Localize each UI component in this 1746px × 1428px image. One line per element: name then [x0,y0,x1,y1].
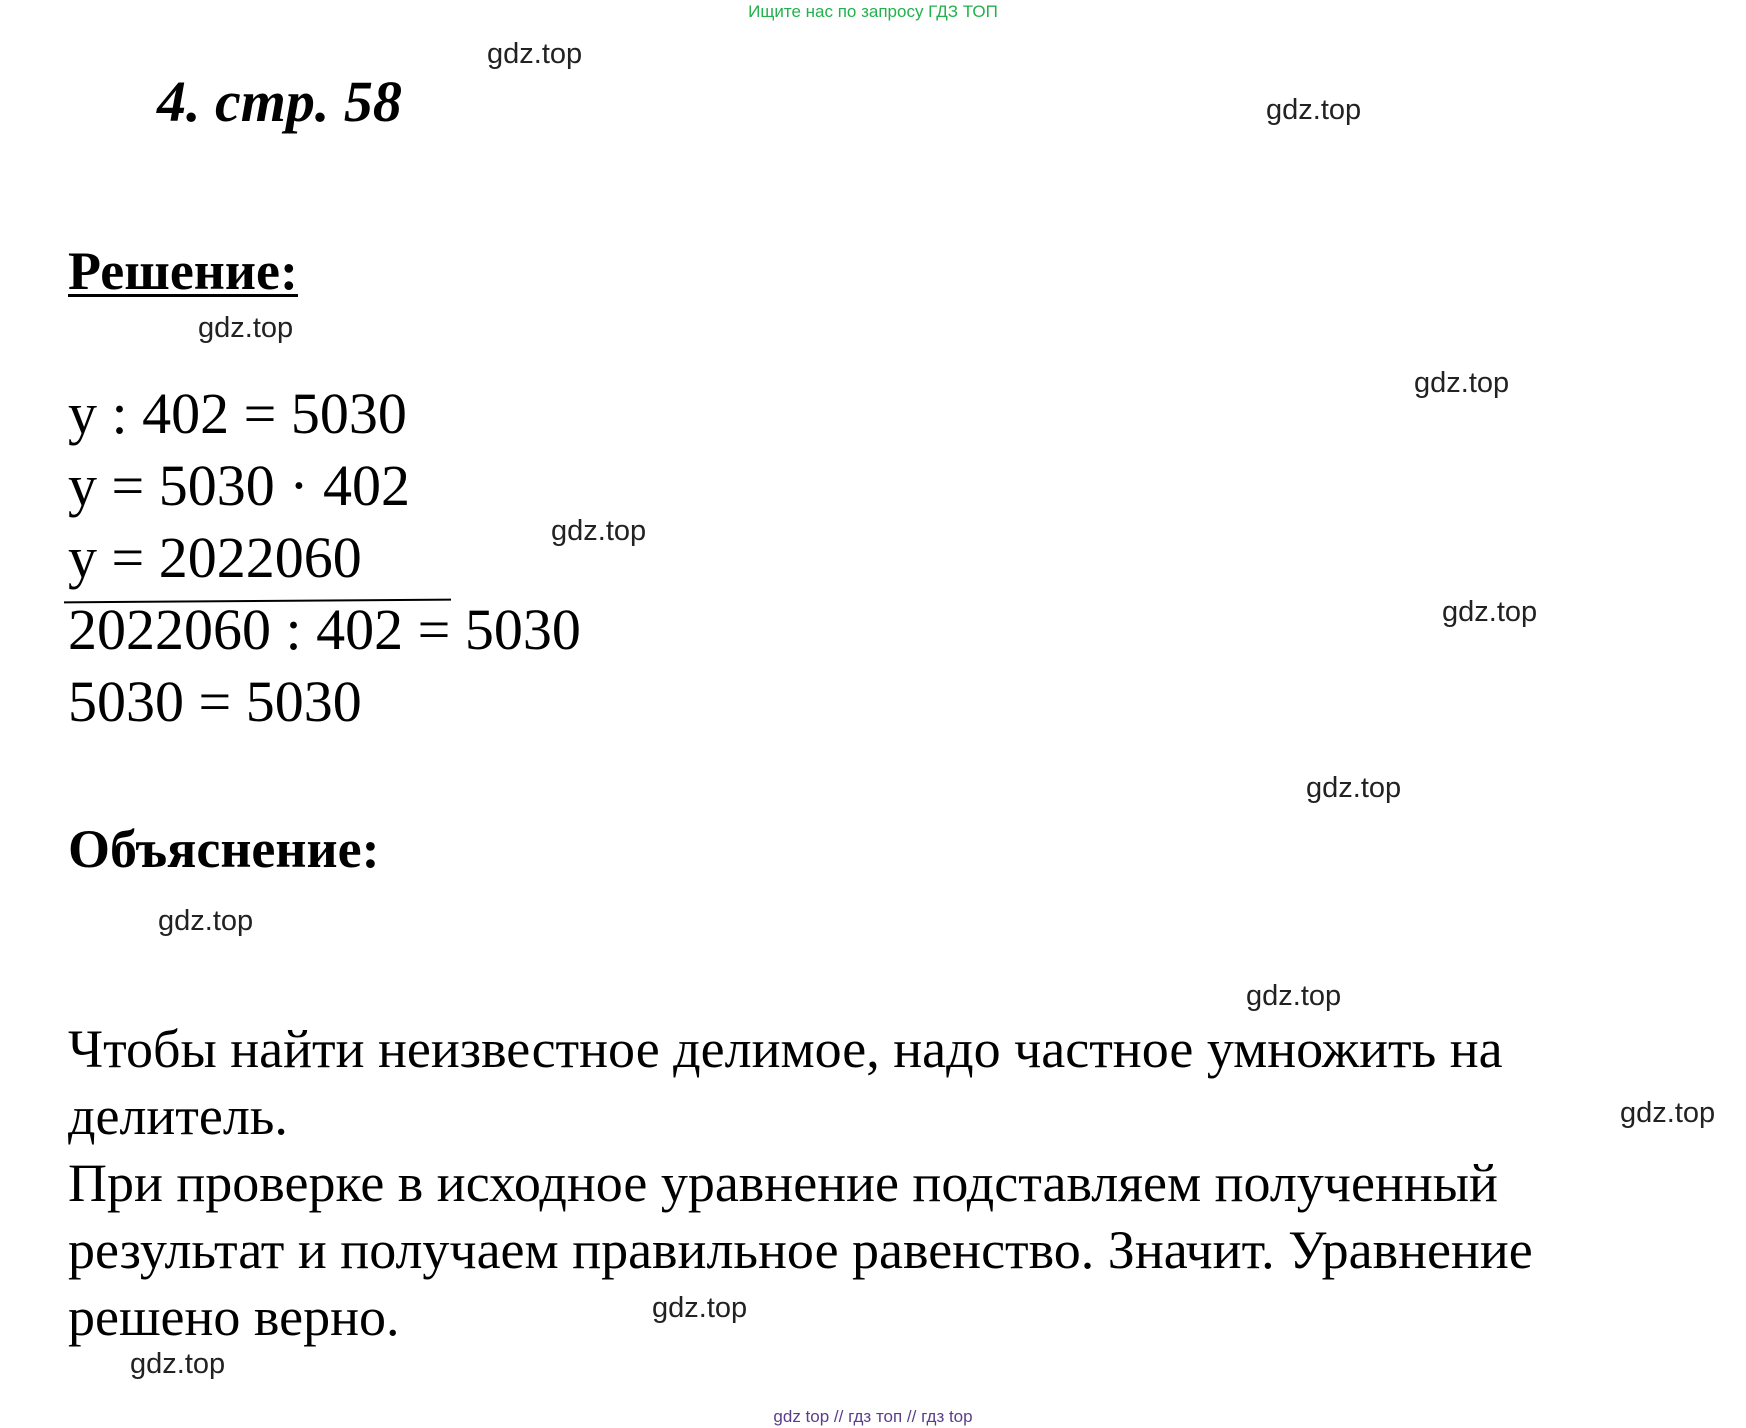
explanation-heading: Объяснение: [68,819,380,879]
explanation-line: При проверке в исходное уравнение подставляем полученный [68,1153,1498,1213]
check-line: 5030 = 5030 [68,669,362,734]
solution-line: y : 402 = 5030 [68,381,407,446]
watermark: gdz.top [130,1348,226,1380]
watermark: gdz.top [1306,772,1402,804]
explanation-line: делитель. [68,1086,288,1146]
watermark: gdz.top [1246,980,1342,1012]
check-line: 2022060 : 402 = 5030 [68,597,581,662]
task-title: 4. стр. 58 [157,69,402,134]
watermark: gdz.top [198,312,294,344]
watermark: gdz.top [158,905,254,937]
solution-heading: Решение: [68,241,298,301]
watermark: gdz.top [1442,596,1538,628]
footer-links: gdz top // гдз топ // гдз top [773,1407,973,1426]
explanation-line: Чтобы найти неизвестное делимое, надо частное умножить на [68,1019,1503,1079]
explanation-line: решено верно. [68,1287,400,1347]
watermark: gdz.top [1266,94,1362,126]
explanation-line: результат и получаем правильное равенство. Значит. Уравнение [68,1220,1533,1280]
solution-line: y = 5030 · 402 [68,453,411,518]
top-banner: Ищите нас по запросу ГДЗ ТОП [748,2,998,21]
watermark: gdz.top [1620,1097,1716,1129]
watermark: gdz.top [1414,367,1510,399]
solution-line: y = 2022060 [68,525,362,590]
watermark: gdz.top [487,38,583,70]
watermark: gdz.top [652,1292,748,1324]
watermark: gdz.top [551,515,647,547]
